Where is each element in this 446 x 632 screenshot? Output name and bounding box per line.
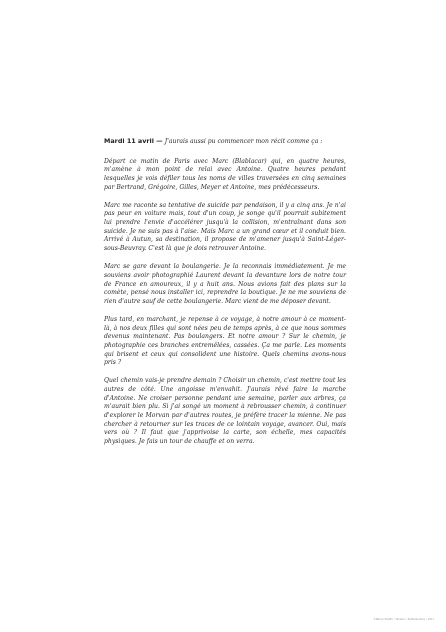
- entry-date-heading: Mardi 11 avril: [104, 137, 154, 145]
- paragraph-5: Quel chemin vais-je prendre demain ? Choisir un chemin, c'est mettre tout les autres de côté. Une angoisse m'envahit. J'aurais rêvé faire la marche d'Antoine. Ne croiser personne pendant une semaine, parler aux arbres, ça m'aurait bien plu. Si j'ai songé un moment à rebrousser chemin, à continuer d'explorer le Morvan par d'autres routes, je préfère tracer la mienne. Ne pas chercher à retourner sur les traces de ce lointain voyage, avancer. Oui, mais vers où ? Il faut que j'apprivoise la carte, son échelle, mes capacités physiques. Je fais un tour de chauffe et on verra.: [104, 377, 346, 446]
- paragraph-1: Départ ce matin de Paris avec Marc (Blablacar) qui, en quatre heures, m'amène à mon point de relai avec Antoine. Quatre heures pendant lesquelles je vois défiler tous les noms de villes traversées en cinq semaines par Bertrand, Grégoire, Gilles, Meyer et Antoine, mes prédécesseurs.: [104, 157, 346, 191]
- entry-intro-line: [104, 137, 346, 147]
- journal-entry: [104, 137, 346, 456]
- paragraph-4: Plus tard, en marchant, je repense à ce voyage, à notre amour à ce moment-là, à nos deux filles qui sont nées peu de temps après, à ce que nous sommes devenus maintenant. Pas boulangers. Et notre amour ? Sur le chemin, je photographie ces branches entremêlées, cassées. Ça me parle. Les moments qui brisent et ceux qui consolident une histoire. Quels chemins avons-nous pris ?: [104, 316, 346, 367]
- footer-credit: ©Marion Pinaffo • Tenteré • Tentteres Paris • 2017: [373, 618, 434, 621]
- intro-text: J'aurais aussi pu commencer mon récit comme ça :: [164, 138, 323, 145]
- heading-dash: —: [153, 137, 165, 145]
- paragraph-3: Marc se gare devant la boulangerie. Je la reconnais immédiatement. Je me souviens avoir photographié Laurent devant la devanture lors de notre tour de France en amoureux, il y a huit ans. Nous avions fait des plans sur la comète, pensé nous installer ici, reprendre la boutique. Je ne me souviens de rien d'autre sauf de cette boulangerie. Marc vient de me déposer devant.: [104, 263, 346, 305]
- paragraph-2: Marc me raconte sa tentative de suicide par pendaison, il y a cinq ans. Je n'ai pas peur en voiture mais, tout d'un coup, je songe qu'il pourrait subitement lui prendre l'envie d'accélérer jusqu'à la collision, m'entraînant dans son suicide. Je ne suis pas à l'aise. Mais Marc a un grand cœur et il conduit bien. Arrivé à Autun, sa destination, il propose de m'amener jusqu'à Saint-Léger-sous-Beuvray. C'est là que je dois retrouver Antoine.: [104, 201, 346, 253]
